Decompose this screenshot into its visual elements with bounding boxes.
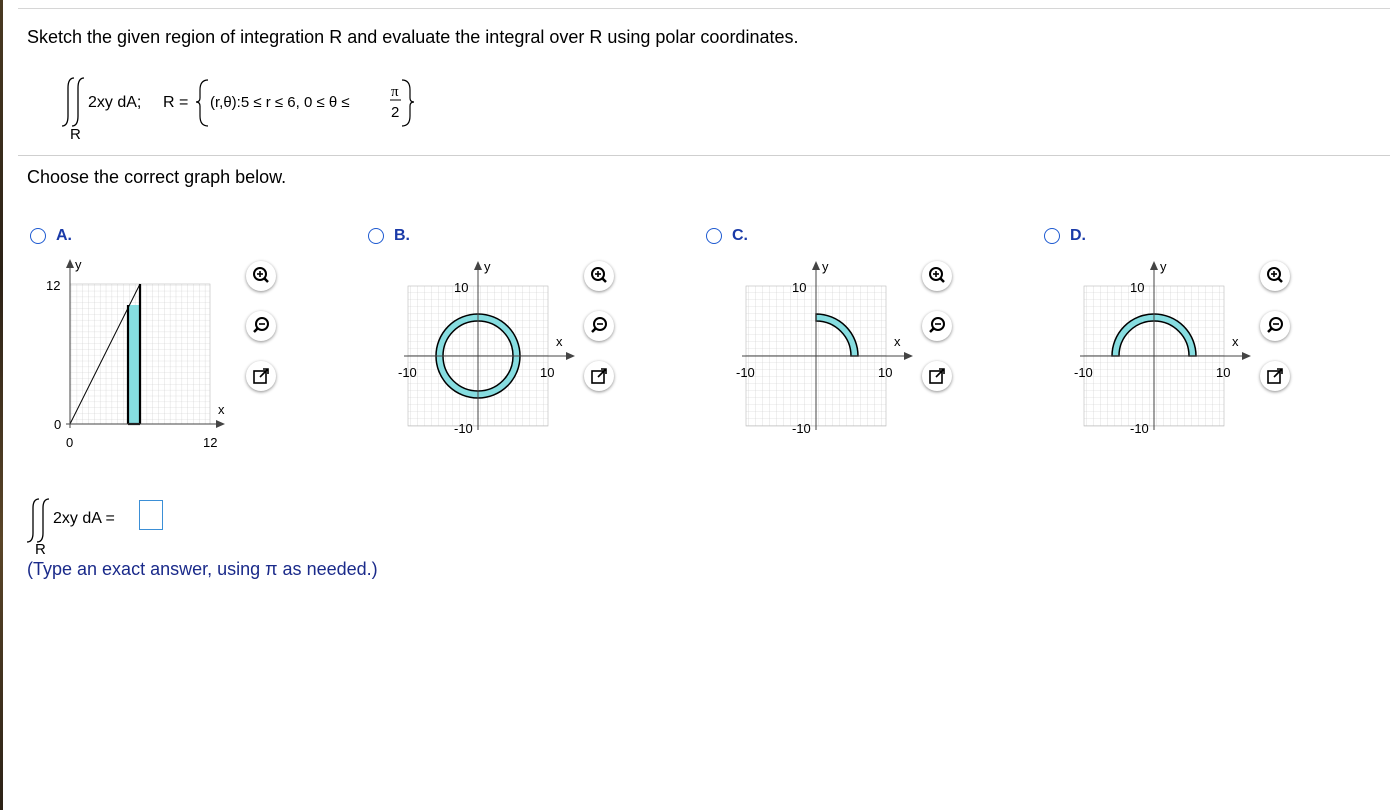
svg-text:y: y (75, 257, 82, 272)
choice-a-shaded-region (128, 305, 140, 424)
choice-d-zoom-in-icon[interactable] (1260, 261, 1290, 291)
choose-instruction: Choose the correct graph below. (27, 167, 287, 187)
svg-text:10: 10 (1216, 365, 1231, 380)
choice-c-graph (706, 250, 946, 460)
choice-b-open-window-icon[interactable] (584, 361, 614, 391)
svg-text:x: x (218, 402, 225, 417)
answer-hint: (Type an exact answer, using π as needed.) (27, 559, 378, 579)
choice-c-open-window-icon[interactable] (922, 361, 952, 391)
choice-b-graph (368, 250, 608, 460)
svg-text:x: x (1232, 334, 1239, 349)
choice-c (706, 220, 1036, 460)
choice-a-open-window-icon[interactable] (246, 361, 276, 391)
question-text: Sketch the given region of integration R and evaluate the integral over R using polar coordinates. (27, 27, 799, 47)
set-body: (r,θ):5 ≤ r ≤ 6, 0 ≤ θ ≤ (210, 94, 350, 111)
svg-text:-10: -10 (792, 421, 811, 436)
answer-input[interactable] (139, 500, 163, 530)
choice-d-label[interactable]: D. (1070, 227, 1086, 244)
svg-text:10: 10 (792, 280, 807, 295)
top-divider (18, 8, 1390, 9)
choice-d (1044, 220, 1374, 460)
choice-d-open-window-icon[interactable] (1260, 361, 1290, 391)
integrand-text: 2xy dA; (88, 94, 142, 111)
choice-b-zoom-out-icon[interactable] (584, 311, 614, 341)
svg-text:y: y (484, 259, 491, 274)
svg-text:-10: -10 (454, 421, 473, 436)
choice-c-zoom-in-icon[interactable] (922, 261, 952, 291)
choice-d-graph (1044, 250, 1284, 460)
svg-text:x: x (894, 334, 901, 349)
two-denominator: 2 (391, 104, 400, 121)
svg-text:-10: -10 (1130, 421, 1149, 436)
choice-d-zoom-out-icon[interactable] (1260, 311, 1290, 341)
svg-text:10: 10 (454, 280, 469, 295)
svg-text:x: x (556, 334, 563, 349)
region-definition: R = (163, 94, 189, 111)
choice-d-radio[interactable] (1044, 228, 1060, 244)
choice-a-radio[interactable] (30, 228, 46, 244)
svg-text:-10: -10 (1074, 365, 1093, 380)
integral-formula (60, 72, 460, 147)
choice-a-zoom-in-icon[interactable] (246, 261, 276, 291)
svg-text:0: 0 (54, 417, 62, 432)
svg-text:y: y (822, 259, 829, 274)
svg-text:12: 12 (46, 278, 61, 293)
svg-text:0: 0 (66, 435, 74, 450)
choice-c-label[interactable]: C. (732, 227, 748, 244)
choice-b-radio[interactable] (368, 228, 384, 244)
choice-b-zoom-in-icon[interactable] (584, 261, 614, 291)
svg-text:10: 10 (540, 365, 555, 380)
answer-formula (27, 495, 227, 560)
choice-a-zoom-out-icon[interactable] (246, 311, 276, 341)
choice-b-label[interactable]: B. (394, 227, 410, 244)
answer-integrand: 2xy dA = (53, 510, 115, 527)
window-edge (0, 0, 3, 810)
answer-region-subscript: R (35, 541, 46, 558)
choice-a-graph (30, 250, 270, 460)
svg-text:10: 10 (1130, 280, 1145, 295)
svg-text:-10: -10 (398, 365, 417, 380)
region-subscript: R (70, 126, 81, 143)
pi-numerator: π (391, 84, 399, 100)
svg-text:y: y (1160, 259, 1167, 274)
choice-a (30, 220, 360, 460)
svg-text:12: 12 (203, 435, 218, 450)
svg-text:10: 10 (878, 365, 893, 380)
section-divider (18, 155, 1390, 156)
svg-text:-10: -10 (736, 365, 755, 380)
choice-a-label[interactable]: A. (56, 227, 72, 244)
choice-c-radio[interactable] (706, 228, 722, 244)
choice-c-zoom-out-icon[interactable] (922, 311, 952, 341)
choice-b (368, 220, 698, 460)
